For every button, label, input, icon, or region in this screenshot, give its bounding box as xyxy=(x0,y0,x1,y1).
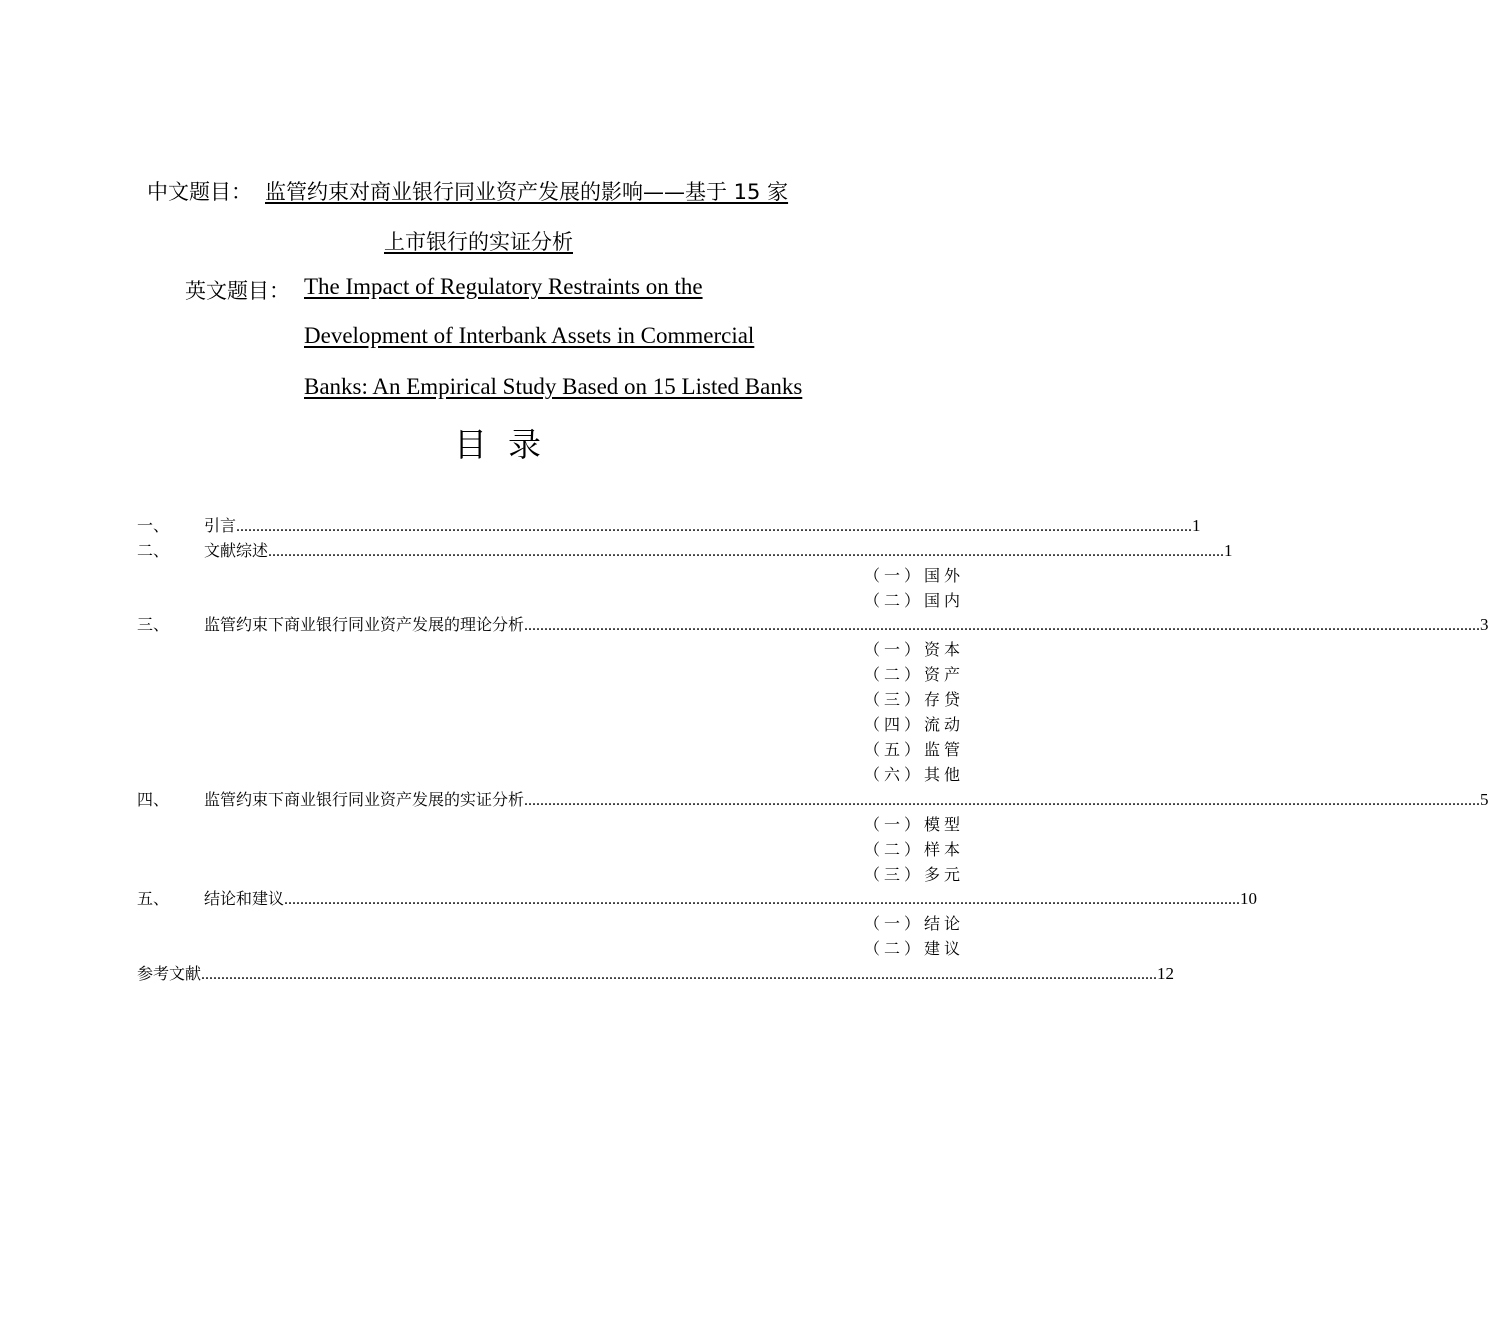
toc-page-number: 1 xyxy=(1224,541,1233,560)
toc-subsection[interactable]: （一）资本 xyxy=(864,640,965,659)
cn-title-line2: 上市银行的实证分析 xyxy=(384,230,573,254)
toc-leader-dots xyxy=(524,617,1480,635)
toc-subsection[interactable]: （四）流动 xyxy=(864,715,965,734)
toc-leader-dots xyxy=(524,792,1480,810)
toc-chapter-number: 四、 xyxy=(137,790,170,809)
toc-page-number: 12 xyxy=(1157,964,1175,983)
toc-subsection[interactable]: （六）其他 xyxy=(864,765,965,784)
en-title-line1: The Impact of Regulatory Restraints on the xyxy=(304,274,703,299)
toc-page-number: 10 xyxy=(1240,889,1258,908)
toc-subsection[interactable]: （五）监管 xyxy=(864,740,965,759)
en-title-line3: Banks: An Empirical Study Based on 15 Listed Banks xyxy=(304,374,803,399)
toc-page-number: 5 xyxy=(1480,790,1489,809)
toc-subsection[interactable]: （二）资产 xyxy=(864,665,965,684)
toc-chapter-label: 引言 xyxy=(204,516,237,535)
toc-chapter-3[interactable] xyxy=(137,612,1489,634)
toc-subsection[interactable]: （一）模型 xyxy=(864,815,965,834)
toc-subsection[interactable]: （二）国内 xyxy=(864,591,965,610)
toc-chapter-label: 文献综述 xyxy=(204,541,269,560)
toc-subsection[interactable]: （一）结论 xyxy=(864,914,965,933)
toc-leader-dots xyxy=(268,543,1224,561)
toc-chapter-label: 结论和建议 xyxy=(204,889,285,908)
toc-chapter-2[interactable] xyxy=(137,538,1233,560)
toc-chapter-5[interactable] xyxy=(137,886,1258,908)
toc-page-number: 3 xyxy=(1480,615,1489,634)
toc-leader-dots xyxy=(236,518,1192,536)
toc-chapter-4[interactable] xyxy=(137,787,1489,809)
toc-subsection[interactable]: （三）存贷 xyxy=(864,690,965,709)
toc-references-label: 参考文献 xyxy=(137,964,202,983)
toc-chapter-label: 监管约束下商业银行同业资产发展的理论分析 xyxy=(204,615,525,634)
cn-title-line1: 监管约束对商业银行同业资产发展的影响——基于 15 家 xyxy=(265,180,789,204)
toc-references[interactable] xyxy=(137,961,1175,983)
en-title-line2: Development of Interbank Assets in Commercial xyxy=(304,323,755,348)
toc-chapter-number: 一、 xyxy=(137,516,170,535)
cn-title-label: 中文题目： xyxy=(147,180,252,204)
toc-chapter-number: 五、 xyxy=(137,889,170,908)
toc-heading: 目 录 xyxy=(454,425,541,464)
toc-page-number: 1 xyxy=(1192,516,1201,535)
toc-subsection[interactable]: （二）建议 xyxy=(864,939,965,958)
toc-chapter-label: 监管约束下商业银行同业资产发展的实证分析 xyxy=(204,790,525,809)
toc-chapter-number: 三、 xyxy=(137,615,170,634)
toc-subsection[interactable]: （一）国外 xyxy=(864,566,965,585)
toc-chapter-1[interactable] xyxy=(137,513,1201,535)
en-title-label: 英文题目： xyxy=(185,279,290,303)
toc-leader-dots xyxy=(201,966,1157,984)
toc-subsection[interactable]: （三）多元 xyxy=(864,865,965,884)
toc-chapter-number: 二、 xyxy=(137,541,170,560)
toc-leader-dots xyxy=(284,891,1240,909)
toc-subsection[interactable]: （二）样本 xyxy=(864,840,965,859)
